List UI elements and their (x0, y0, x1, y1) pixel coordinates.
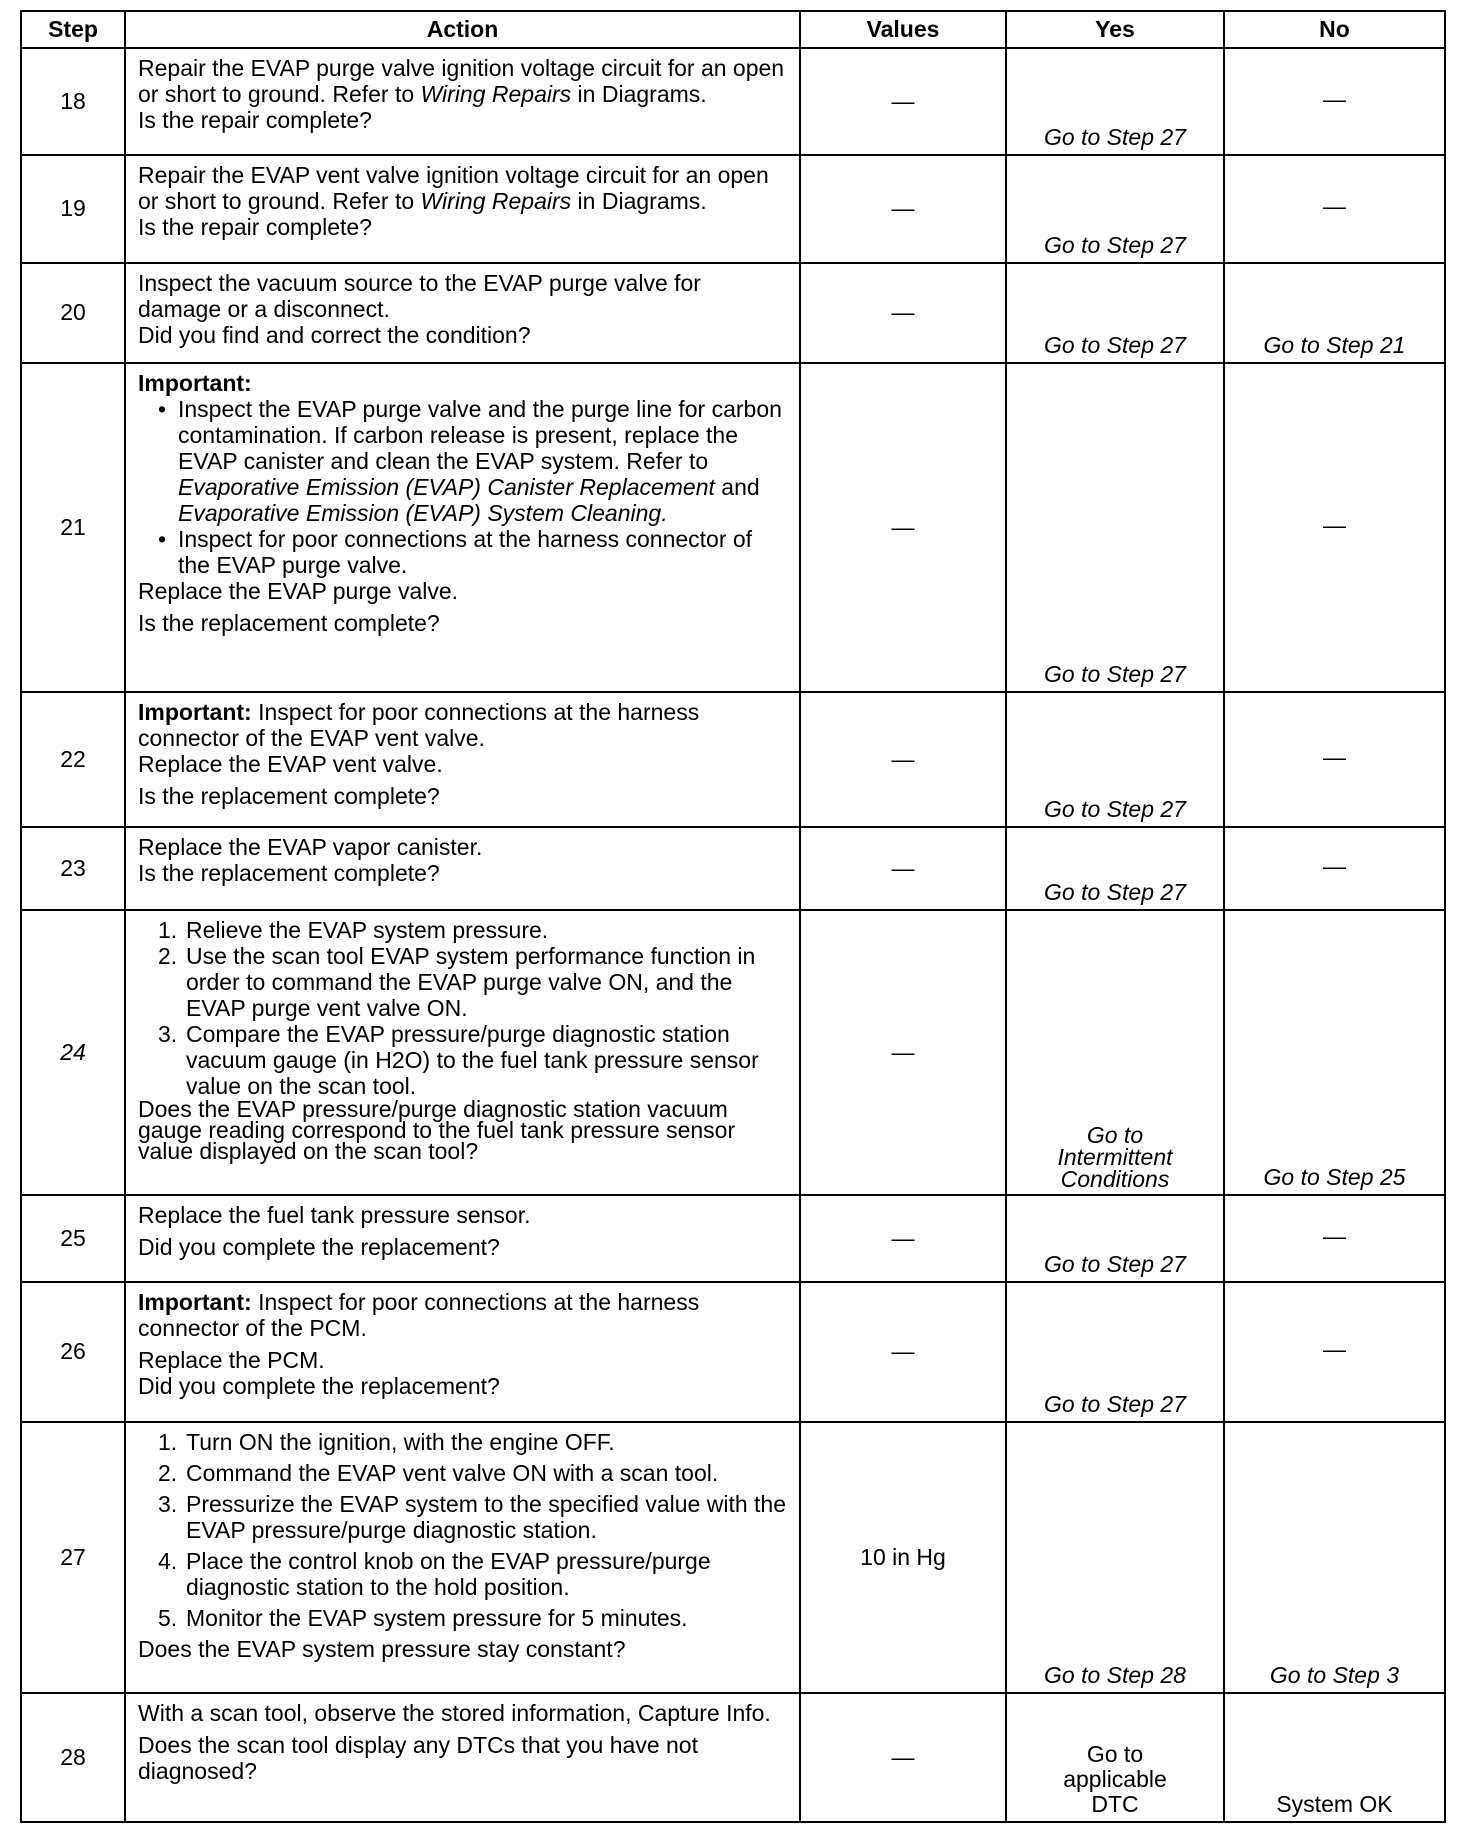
action-text: Replace the EVAP vapor canister. (138, 834, 483, 861)
action-cell (125, 1282, 800, 1422)
header-no: No (1224, 11, 1445, 48)
no-cell: Go to Step 3 (1224, 1422, 1445, 1694)
yes-cell: Go to Step 27 (1006, 48, 1224, 156)
question: Is the replacement complete? (138, 860, 440, 887)
no-cell: System OK (1224, 1693, 1445, 1822)
list-item: • Inspect for poor connections at the harness connector of the EVAP purge valve. (158, 526, 789, 578)
numbered-list (138, 917, 789, 1099)
list-number: 3. (158, 1021, 178, 1048)
header-values: Values (800, 11, 1006, 48)
action-text: in Diagrams. (571, 80, 707, 107)
yes-cell: Go to Step 27 (1006, 363, 1224, 692)
list-number: 5. (158, 1604, 178, 1631)
list-item (158, 1605, 789, 1631)
list-text: Monitor the EVAP system pressure for 5 minutes. (186, 1604, 688, 1631)
list-item (158, 1460, 789, 1486)
list-item (158, 917, 789, 943)
diagnostic-table (20, 10, 1444, 1823)
list-number: 1. (158, 1428, 178, 1455)
action-text: Repair the EVAP vent valve ignition voltage circuit for an open or short to ground. Refer to (138, 162, 769, 215)
reference: Wiring Repairs (420, 188, 572, 215)
step-number: 19 (21, 155, 125, 263)
yes-cell: Go to Intermittent Conditions (1006, 910, 1224, 1195)
step-number: 25 (21, 1195, 125, 1282)
yes-cell: Go to Step 27 (1006, 1195, 1224, 1282)
question: Is the repair complete? (138, 106, 372, 133)
action-cell (125, 1422, 800, 1694)
no-cell: — (1224, 155, 1445, 263)
list-item (158, 1429, 789, 1455)
table-row (21, 48, 1445, 156)
step-number-text: 24 (60, 1039, 86, 1066)
values-cell: — (800, 1195, 1006, 1282)
no-cell: Go to Step 25 (1224, 910, 1445, 1195)
question: Did you complete the replacement? (138, 1372, 500, 1399)
action-text: Replace the fuel tank pressure sensor. (138, 1202, 531, 1229)
important-text: Inspect for poor connections at the harness connector of the PCM. (138, 1288, 700, 1341)
reference: Evaporative Emission (EVAP) System Cleaning. (178, 499, 668, 526)
list-text: Relieve the EVAP system pressure. (186, 917, 549, 944)
table-row (21, 910, 1445, 1195)
list-number: 3. (158, 1490, 178, 1517)
values-cell: — (800, 1282, 1006, 1422)
bullet-text: and (714, 473, 760, 500)
list-item (158, 1491, 789, 1543)
no-cell: — (1224, 48, 1445, 156)
list-item (158, 396, 789, 526)
table-row (21, 263, 1445, 363)
yes-cell: Go to Step 27 (1006, 155, 1224, 263)
question: Does the scan tool display any DTCs that you have not diagnosed? (138, 1732, 698, 1785)
step-number: 22 (21, 692, 125, 827)
step-number: 20 (21, 263, 125, 363)
no-cell: — (1224, 363, 1445, 692)
list-item (158, 943, 789, 1021)
step-number: 23 (21, 827, 125, 910)
action-text: Repair the EVAP purge valve ignition voltage circuit for an open or short to ground. Refer to (138, 54, 785, 107)
question: Did you complete the replacement? (138, 1234, 500, 1261)
question: Does the EVAP system pressure stay constant? (138, 1635, 626, 1662)
step-number: 18 (21, 48, 125, 156)
action-text: With a scan tool, observe the stored information, Capture Info. (138, 1700, 771, 1727)
step-number: 27 (21, 1422, 125, 1694)
action-cell (125, 263, 800, 363)
action-cell (125, 48, 800, 156)
list-text: Command the EVAP vent valve ON with a scan tool. (186, 1459, 719, 1486)
question: Is the replacement complete? (138, 609, 440, 636)
action-text: Replace the EVAP purge valve. (138, 577, 459, 604)
list-number: 4. (158, 1547, 178, 1574)
values-cell: — (800, 155, 1006, 263)
action-cell (125, 827, 800, 910)
values-cell: — (800, 1693, 1006, 1822)
question: Did you find and correct the condition? (138, 321, 531, 348)
step-number: 26 (21, 1282, 125, 1422)
reference: Wiring Repairs (420, 80, 572, 107)
step-number: 28 (21, 1693, 125, 1822)
action-cell (125, 363, 800, 692)
action-cell (125, 692, 800, 827)
action-cell (125, 1693, 800, 1822)
action-text: Replace the PCM. (138, 1346, 325, 1373)
question: Is the repair complete? (138, 214, 372, 241)
table-row (21, 363, 1445, 692)
list-text: Place the control knob on the EVAP pressure/purge diagnostic station to the hold position. (186, 1547, 711, 1600)
question: Is the replacement complete? (138, 782, 440, 809)
no-cell: — (1224, 692, 1445, 827)
action-text: Replace the EVAP vent valve. (138, 750, 443, 777)
yes-cell: Go to Step 28 (1006, 1422, 1224, 1694)
list-text: Compare the EVAP pressure/purge diagnostic station vacuum gauge (in H2O) to the fuel tank pressure sensor value on the scan tool. (186, 1021, 759, 1100)
values-cell: — (800, 692, 1006, 827)
yes-cell: Go to Step 27 (1006, 827, 1224, 910)
list-number: 2. (158, 1459, 178, 1486)
action-cell (125, 1195, 800, 1282)
table-row (21, 1195, 1445, 1282)
bullet-text: Inspect the EVAP purge valve and the purge line for carbon contamination. If carbon release is present, replace the EVAP canister and clean the EVAP system. Refer to (178, 395, 782, 474)
no-cell: — (1224, 827, 1445, 910)
values-cell: — (800, 263, 1006, 363)
list-text: Pressurize the EVAP system to the specified value with the EVAP pressure/purge diagnostic station. (186, 1490, 786, 1543)
important-label: Important: (138, 1288, 252, 1315)
table-row (21, 692, 1445, 827)
table-row (21, 1422, 1445, 1694)
yes-cell: Go to applicable DTC (1006, 1693, 1224, 1822)
header-step: Step (21, 11, 125, 48)
list-text: Turn ON the ignition, with the engine OFF. (186, 1428, 615, 1455)
values-cell: — (800, 910, 1006, 1195)
yes-cell: Go to Step 27 (1006, 1282, 1224, 1422)
important-text: Inspect for poor connections at the harness connector of the EVAP vent valve. (138, 698, 700, 751)
table-row (21, 1282, 1445, 1422)
list-text: Use the scan tool EVAP system performance function in order to command the EVAP purge valve ON, and the EVAP purge vent valve ON. (186, 943, 756, 1022)
step-number (21, 910, 125, 1195)
list-number: 1. (158, 917, 178, 944)
question: Does the EVAP pressure/purge diagnostic station vacuum gauge reading correspond to the fuel tank pressure sensor value displayed on the scan tool? (138, 1096, 736, 1165)
table-row (21, 1693, 1445, 1822)
values-cell: 10 in Hg (800, 1422, 1006, 1694)
values-cell: — (800, 48, 1006, 156)
header-action: Action (125, 11, 800, 48)
yes-cell: Go to Step 27 (1006, 692, 1224, 827)
reference: Evaporative Emission (EVAP) Canister Replacement (178, 473, 715, 500)
no-cell: — (1224, 1282, 1445, 1422)
list-item (158, 1021, 789, 1099)
action-cell (125, 910, 800, 1195)
values-cell: — (800, 827, 1006, 910)
numbered-list (138, 1429, 789, 1631)
header-yes: Yes (1006, 11, 1224, 48)
step-number: 21 (21, 363, 125, 692)
table-row (21, 155, 1445, 263)
values-cell: — (800, 363, 1006, 692)
action-text: Inspect the vacuum source to the EVAP purge valve for damage or a disconnect. (138, 269, 701, 322)
yes-cell: Go to Step 27 (1006, 263, 1224, 363)
no-cell: — (1224, 1195, 1445, 1282)
list-item (158, 1548, 789, 1600)
table-row (21, 827, 1445, 910)
important-label: Important: (138, 369, 252, 396)
step-table (20, 10, 1446, 1823)
list-number: 2. (158, 943, 178, 970)
action-cell (125, 155, 800, 263)
header-row (21, 11, 1445, 48)
no-cell: Go to Step 21 (1224, 263, 1445, 363)
important-label: Important: (138, 698, 252, 725)
bullet-list (138, 396, 789, 578)
action-text: in Diagrams. (571, 188, 707, 215)
